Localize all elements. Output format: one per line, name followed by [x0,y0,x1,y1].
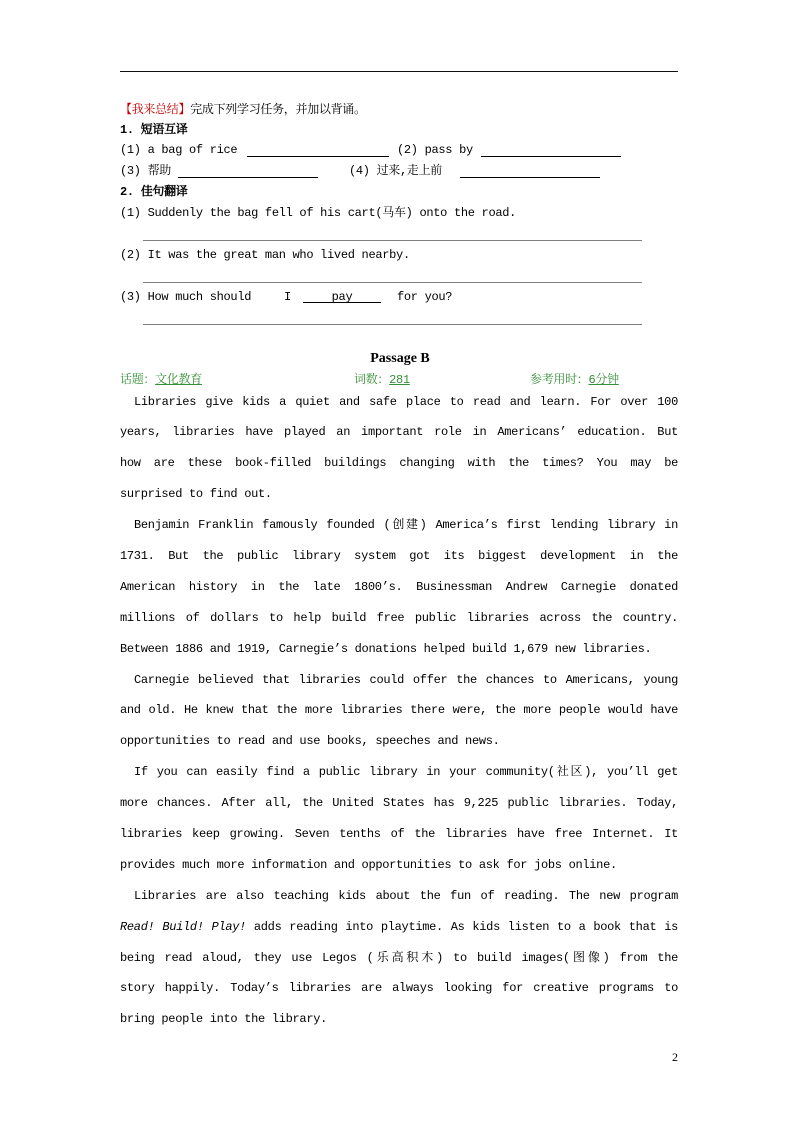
passage-line: how are these book-filled buildings changing with the times? You may be [120,456,678,471]
passage-line: 1731. But the public library system got its biggest development in the [120,548,678,563]
passage-line: Between 1886 and 1919, Carnegie’s donations helped build 1,679 new libraries. [120,641,652,656]
phrase-item-1: (1) a bag of rice [120,143,238,157]
passage-title: Passage B [370,351,430,366]
passage-line: and old. He knew that the more libraries there were, the more people would have [120,703,678,718]
passage-line: millions of dollars to help build free public libraries across the country. [120,610,678,625]
program-title: Read! Build! Play! [120,919,247,934]
translation-line-2 [143,282,642,283]
passage-line: If you can easily find a public library in your community(社区), you’ll get [134,765,678,780]
phrase-answer-blank-3 [178,161,318,178]
phrase-section-title: 1. 短语互译 [120,123,188,137]
passage-line: Carnegie believed that libraries could offer the chances to Americans, young [134,672,678,687]
passage-paragraph [120,387,678,511]
passage-line: more chances. After all, the United States has 9,225 public libraries. Today, [120,796,678,811]
passage-line: Libraries give kids a quiet and safe place to read and learn. For over 100 [134,394,678,409]
passage-line: libraries keep growing. Seven tenths of the libraries have free Internet. It [120,826,678,841]
meta-time-value: 6分钟 [588,373,619,387]
passage-body [120,387,678,1036]
sentence-3-prefix: (3) How much should [120,290,252,304]
passage-line [120,912,678,943]
passage-line: Libraries are also teaching kids about the fun of reading. The new program [134,888,678,903]
summary-heading-instruction: 完成下列学习任务，并加以背诵。 [190,103,366,117]
passage-line: opportunities to read and use books, speeches and news. [120,734,500,749]
meta-topic-value: 文化教育 [155,373,202,387]
header-rule [120,71,678,72]
page-number: 2 [672,1050,678,1064]
sentence-3-answer: pay [303,287,381,303]
passage-line: American history in the late 1800’s. Businessman Andrew Carnegie donated [120,579,678,594]
meta-word-count-label: 词数： [354,373,390,387]
sentence-3-suffix: for you? [397,290,453,304]
phrase-item-3: (3) 帮助 [120,164,172,178]
translation-line-1 [143,240,642,241]
passage-line: provides much more information and opportunities to ask for jobs online. [120,857,617,872]
passage-line: story happily. Today’s libraries are always looking for creative programs to [120,981,678,996]
meta-time-label: 参考用时： [530,373,589,387]
phrase-answer-blank-2 [481,140,621,157]
sentence-1: (1) Suddenly the bag fell of his cart(马车) onto the road. [120,206,517,220]
passage-line: Benjamin Franklin famously founded (创建) America’s first lending library in [134,518,678,533]
translation-line-3 [143,324,642,325]
sentence-section-title: 2. 佳句翻译 [120,185,188,199]
phrase-item-2: (2) pass by [397,143,473,157]
sentence-3-subject: I [284,290,291,304]
meta-topic-label: 话题： [120,373,156,387]
sentence-2: (2) It was the great man who lived nearby. [120,248,410,262]
summary-heading [120,100,366,120]
passage-line: bring people into the library. [120,1012,328,1027]
passage-paragraph [120,510,678,664]
line-text: adds reading into playtime. As kids listen to a book that is [246,919,678,934]
passage-line: years, libraries have played an important role in Americans’ education. But [120,425,678,440]
passage-paragraph [120,757,678,881]
phrase-answer-blank-1 [247,140,389,157]
summary-heading-bracket: 【我来总结】 [120,103,191,117]
passage-line: being read aloud, they use Legos (乐高积木) to build images(图像) from the [120,950,678,965]
passage-paragraph [120,665,678,758]
passage-line: surprised to find out. [120,487,272,502]
passage-paragraph [120,881,678,1035]
phrase-item-4: (4) 过来,走上前 [349,164,443,178]
phrase-answer-blank-4 [460,161,600,178]
meta-word-count-value: 281 [389,373,410,387]
